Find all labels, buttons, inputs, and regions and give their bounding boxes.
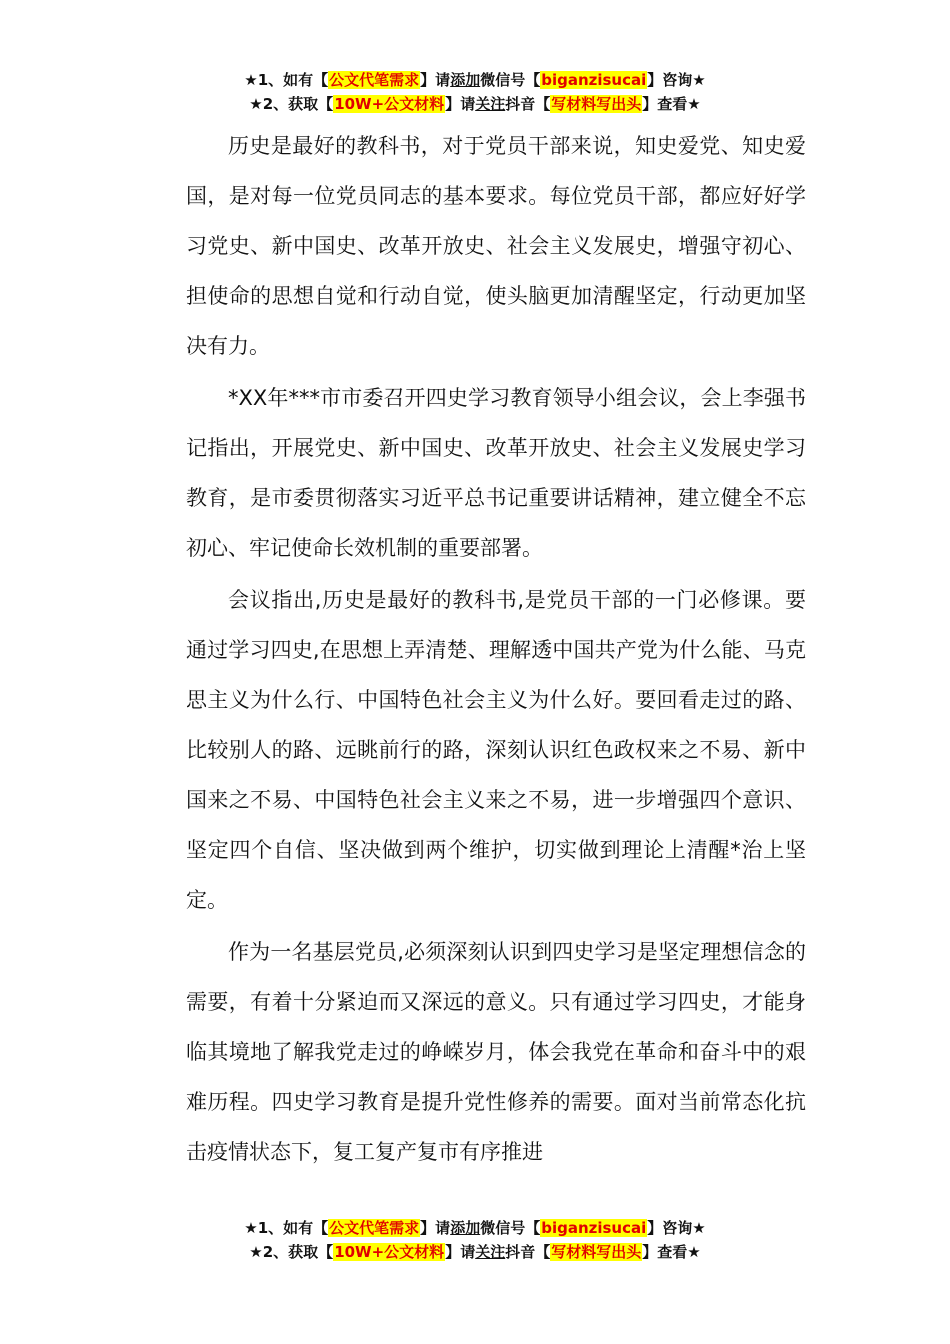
banner-text: 抖音【	[505, 95, 551, 113]
paragraph: *XX年***市市委召开四史学习教育领导小组会议，会上李强书记指出，开展党史、新中国史、改革开放史、社会主义发展史学习教育，是市委贯彻落实习近平总书记重要讲话精神，建立健全不忘初心、牢记使命长效机制的重要部署。	[186, 386, 806, 560]
star-icon: ★	[249, 1243, 263, 1261]
highlight-materials: 10W+公文材料	[334, 1243, 445, 1261]
banner-text: 1、如有【	[257, 71, 329, 89]
highlight-materials: 10W+公文材料	[334, 95, 445, 113]
highlight-service: 公文代笔需求	[329, 71, 420, 89]
highlight-wechat-id: biganzisucai	[541, 1219, 647, 1237]
banner-text: 】请	[445, 1243, 476, 1261]
document-body	[186, 121, 806, 1177]
underlined-text: 关注	[475, 95, 506, 113]
star-icon: ★	[249, 95, 263, 113]
underlined-text: 添加	[450, 1219, 481, 1237]
banner-line-1	[0, 1216, 950, 1240]
star-icon: ★	[244, 71, 258, 89]
underlined-text: 添加	[450, 71, 481, 89]
banner-text: 】咨询★	[647, 71, 706, 89]
underlined-text: 关注	[475, 1243, 506, 1261]
highlight-service: 公文代笔需求	[329, 1219, 420, 1237]
banner-text: 微信号【	[480, 71, 541, 89]
star-icon: ★	[244, 1219, 258, 1237]
paragraph: 作为一名基层党员,必须深刻认识到四史学习是坚定理想信念的需要，有着十分紧迫而又深远的意义。只有通过学习四史，才能身临其境地了解我党走过的峥嵘岁月，体会我党在革命和奋斗中的艰难历程。四史学习教育是提升党性修养的需要。面对当前常态化抗击疫情状态下，复工复产复市有序推进	[186, 940, 806, 1164]
banner-text: 】查看★	[642, 1243, 701, 1261]
header-banner	[0, 68, 950, 116]
banner-text: 】咨询★	[647, 1219, 706, 1237]
banner-line-2	[0, 92, 950, 116]
banner-text: 抖音【	[505, 1243, 551, 1261]
banner-line-2	[0, 1240, 950, 1264]
banner-text: 】请	[420, 71, 451, 89]
banner-text: 】请	[420, 1219, 451, 1237]
highlight-douyin-account: 写材料写出头	[551, 1243, 642, 1261]
footer-banner	[0, 1216, 950, 1264]
banner-text: 】查看★	[642, 95, 701, 113]
highlight-douyin-account: 写材料写出头	[551, 95, 642, 113]
banner-text: 微信号【	[480, 1219, 541, 1237]
highlight-wechat-id: biganzisucai	[541, 71, 647, 89]
banner-text: 】请	[445, 95, 476, 113]
banner-line-1	[0, 68, 950, 92]
paragraph: 会议指出,历史是最好的教科书,是党员干部的一门必修课。要通过学习四史,在思想上弄清楚、理解透中国共产党为什么能、马克思主义为什么行、中国特色社会主义为什么好。要回看走过的路、比较别人的路、远眺前行的路，深刻认识红色政权来之不易、新中国来之不易、中国特色社会主义来之不易，进一步增强四个意识、坚定四个自信、坚决做到两个维护，切实做到理论上清醒*治上坚定。	[186, 588, 806, 912]
banner-text: 2、获取【	[262, 95, 334, 113]
banner-text: 1、如有【	[257, 1219, 329, 1237]
paragraph: 历史是最好的教科书，对于党员干部来说，知史爱党、知史爱国，是对每一位党员同志的基本要求。每位党员干部，都应好好学习党史、新中国史、改革开放史、社会主义发展史，增强守初心、担使命的思想自觉和行动自觉，使头脑更加清醒坚定，行动更加坚决有力。	[186, 134, 806, 358]
banner-text: 2、获取【	[262, 1243, 334, 1261]
